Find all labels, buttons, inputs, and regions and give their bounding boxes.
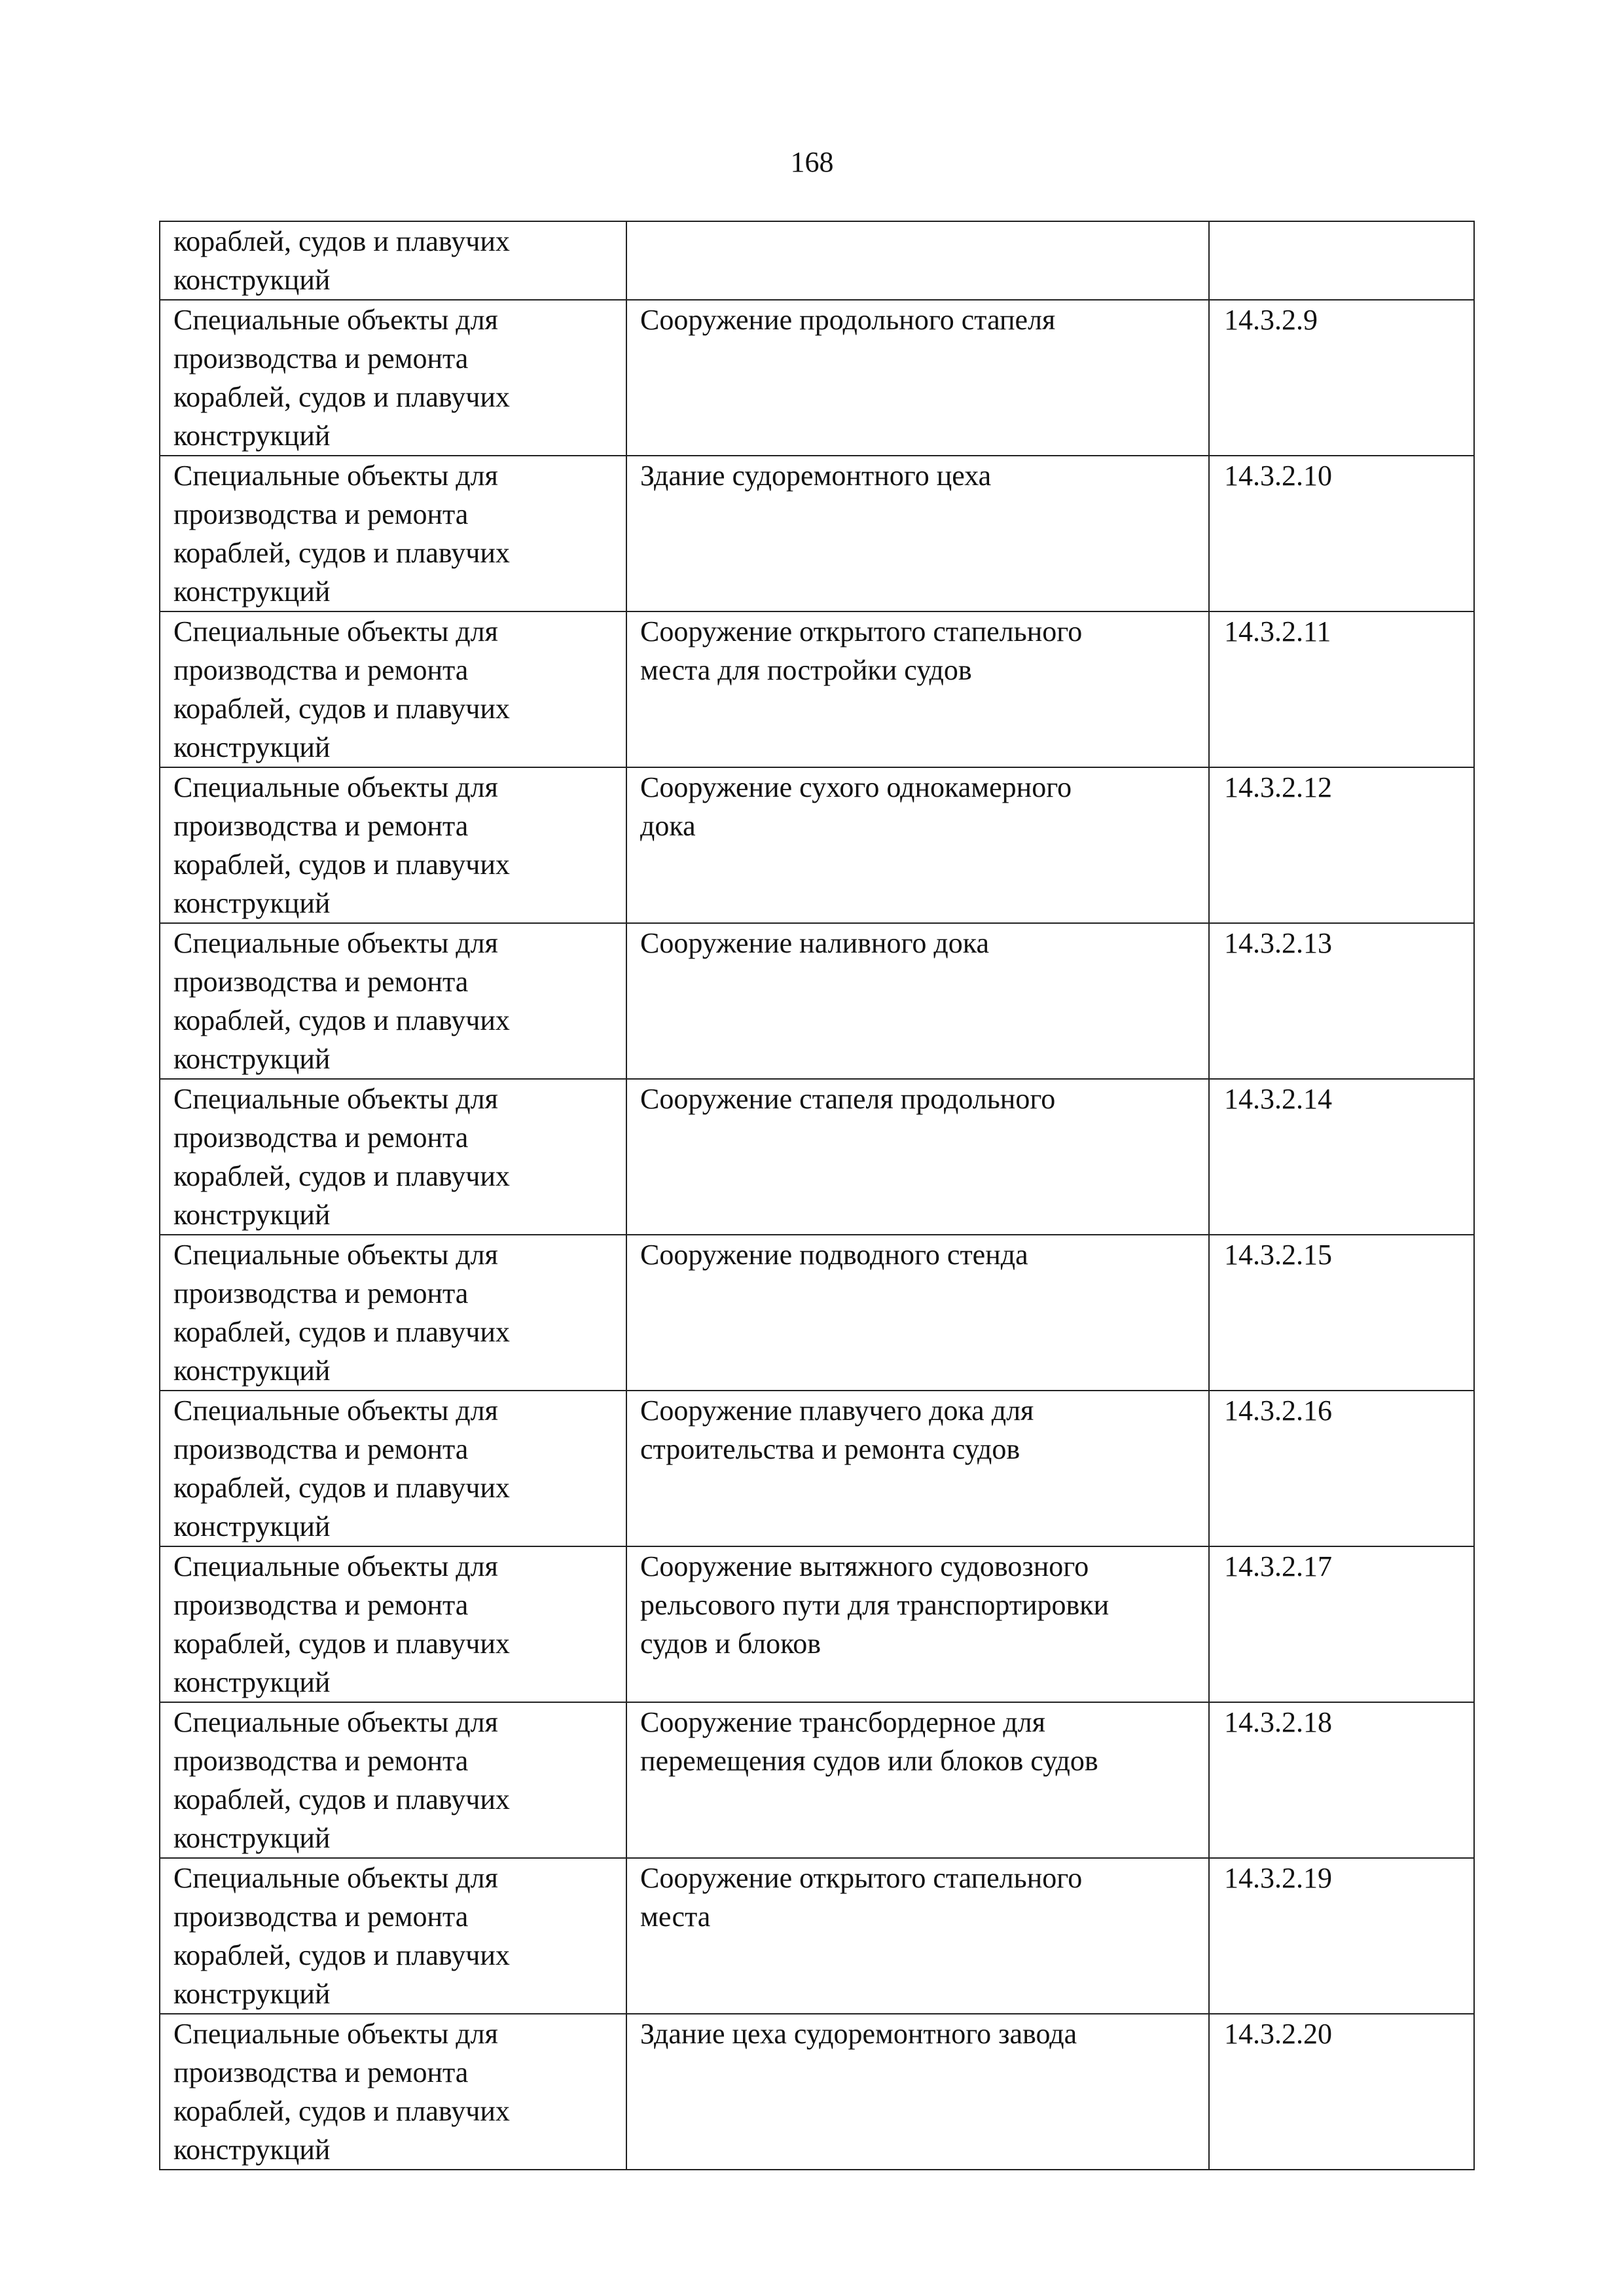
category-text: Специальные объекты для производства и ремонта кораблей, судов и плавучих конструкций — [173, 1550, 510, 1698]
code-text: 14.3.2.10 — [1224, 460, 1332, 492]
object-name-text: Сооружение стапеля продольного — [640, 1083, 1056, 1115]
category-text: Специальные объекты для производства и ремонта кораблей, судов и плавучих конструкций — [173, 927, 510, 1075]
code-text: 14.3.2.9 — [1224, 304, 1318, 336]
page-number: 168 — [790, 146, 834, 178]
category-text: Специальные объекты для производства и ремонта кораблей, судов и плавучих конструкций — [173, 460, 510, 608]
table-row — [160, 1079, 1474, 1235]
table-row — [160, 611, 1474, 767]
category-text: Специальные объекты для производства и ремонта кораблей, судов и плавучих конструкций — [173, 1394, 510, 1542]
table-row — [160, 221, 1474, 300]
object-name-cell — [626, 300, 1209, 456]
table-row — [160, 1546, 1474, 1702]
table-row — [160, 1235, 1474, 1391]
code-cell — [1209, 300, 1474, 456]
object-name-cell — [626, 1858, 1209, 2014]
category-text: Специальные объекты для производства и ремонта кораблей, судов и плавучих конструкций — [173, 1239, 510, 1387]
object-name-cell — [626, 456, 1209, 611]
object-name-text: Сооружение сухого однокамерного дока — [640, 771, 1072, 842]
category-text: кораблей, судов и плавучих конструкций — [173, 225, 510, 296]
category-cell — [160, 923, 626, 1079]
code-cell — [1209, 611, 1474, 767]
code-cell — [1209, 1391, 1474, 1546]
table-row — [160, 300, 1474, 456]
category-text: Специальные объекты для производства и ремонта кораблей, судов и плавучих конструкций — [173, 615, 510, 763]
category-text: Специальные объекты для производства и ремонта кораблей, судов и плавучих конструкций — [173, 771, 510, 919]
category-cell — [160, 2014, 626, 2170]
classification-table — [159, 221, 1475, 2170]
code-cell — [1209, 2014, 1474, 2170]
category-cell — [160, 1546, 626, 1702]
code-text: 14.3.2.16 — [1224, 1394, 1332, 1427]
category-cell — [160, 1235, 626, 1391]
category-cell — [160, 611, 626, 767]
table-row — [160, 1391, 1474, 1546]
object-name-text: Здание судоремонтного цеха — [640, 460, 992, 492]
category-text: Специальные объекты для производства и ремонта кораблей, судов и плавучих конструкций — [173, 2018, 510, 2166]
code-cell — [1209, 221, 1474, 300]
table-row — [160, 1858, 1474, 2014]
object-name-text: Сооружение открытого стапельного места для постройки судов — [640, 615, 1083, 686]
object-name-cell — [626, 1391, 1209, 1546]
category-cell — [160, 300, 626, 456]
object-name-text: Сооружение продольного стапеля — [640, 304, 1056, 336]
category-cell — [160, 1858, 626, 2014]
object-name-cell — [626, 1235, 1209, 1391]
code-text: 14.3.2.11 — [1224, 615, 1331, 647]
table-row — [160, 456, 1474, 611]
object-name-cell — [626, 1079, 1209, 1235]
object-name-cell — [626, 1702, 1209, 1858]
object-name-text: Сооружение наливного дока — [640, 927, 990, 959]
code-cell — [1209, 1079, 1474, 1235]
code-text: 14.3.2.15 — [1224, 1239, 1332, 1271]
code-text: 14.3.2.13 — [1224, 927, 1332, 959]
object-name-text: Сооружение плавучего дока для строительства и ремонта судов — [640, 1394, 1034, 1465]
category-text: Специальные объекты для производства и ремонта кораблей, судов и плавучих конструкций — [173, 304, 510, 452]
object-name-text: Сооружение трансбордерное для перемещения судов или блоков судов — [640, 1706, 1098, 1777]
code-cell — [1209, 767, 1474, 923]
category-cell — [160, 456, 626, 611]
object-name-cell — [626, 2014, 1209, 2170]
table-row — [160, 767, 1474, 923]
code-text: 14.3.2.20 — [1224, 2018, 1332, 2050]
code-cell — [1209, 1546, 1474, 1702]
category-text: Специальные объекты для производства и ремонта кораблей, судов и плавучих конструкций — [173, 1083, 510, 1231]
table-row — [160, 1702, 1474, 1858]
object-name-text: Сооружение подводного стенда — [640, 1239, 1028, 1271]
object-name-cell — [626, 923, 1209, 1079]
code-text: 14.3.2.12 — [1224, 771, 1332, 803]
object-name-text: Здание цеха судоремонтного завода — [640, 2018, 1077, 2050]
category-text: Специальные объекты для производства и ремонта кораблей, судов и плавучих конструкций — [173, 1706, 510, 1854]
code-cell — [1209, 456, 1474, 611]
table-row — [160, 923, 1474, 1079]
object-name-cell — [626, 611, 1209, 767]
table-row — [160, 2014, 1474, 2170]
category-cell — [160, 1391, 626, 1546]
code-text: 14.3.2.17 — [1224, 1550, 1332, 1582]
category-text: Специальные объекты для производства и ремонта кораблей, судов и плавучих конструкций — [173, 1862, 510, 2010]
code-text: 14.3.2.18 — [1224, 1706, 1332, 1738]
object-name-text: Сооружение вытяжного судовозного рельсового пути для транспортировки судов и блоков — [640, 1550, 1110, 1660]
code-cell — [1209, 923, 1474, 1079]
code-text: 14.3.2.14 — [1224, 1083, 1332, 1115]
category-cell — [160, 1079, 626, 1235]
code-cell — [1209, 1858, 1474, 2014]
category-cell — [160, 767, 626, 923]
category-cell — [160, 1702, 626, 1858]
object-name-cell — [626, 1546, 1209, 1702]
category-cell — [160, 221, 626, 300]
object-name-cell — [626, 221, 1209, 300]
code-cell — [1209, 1235, 1474, 1391]
code-text: 14.3.2.19 — [1224, 1862, 1332, 1894]
object-name-text: Сооружение открытого стапельного места — [640, 1862, 1083, 1933]
object-name-cell — [626, 767, 1209, 923]
code-cell — [1209, 1702, 1474, 1858]
